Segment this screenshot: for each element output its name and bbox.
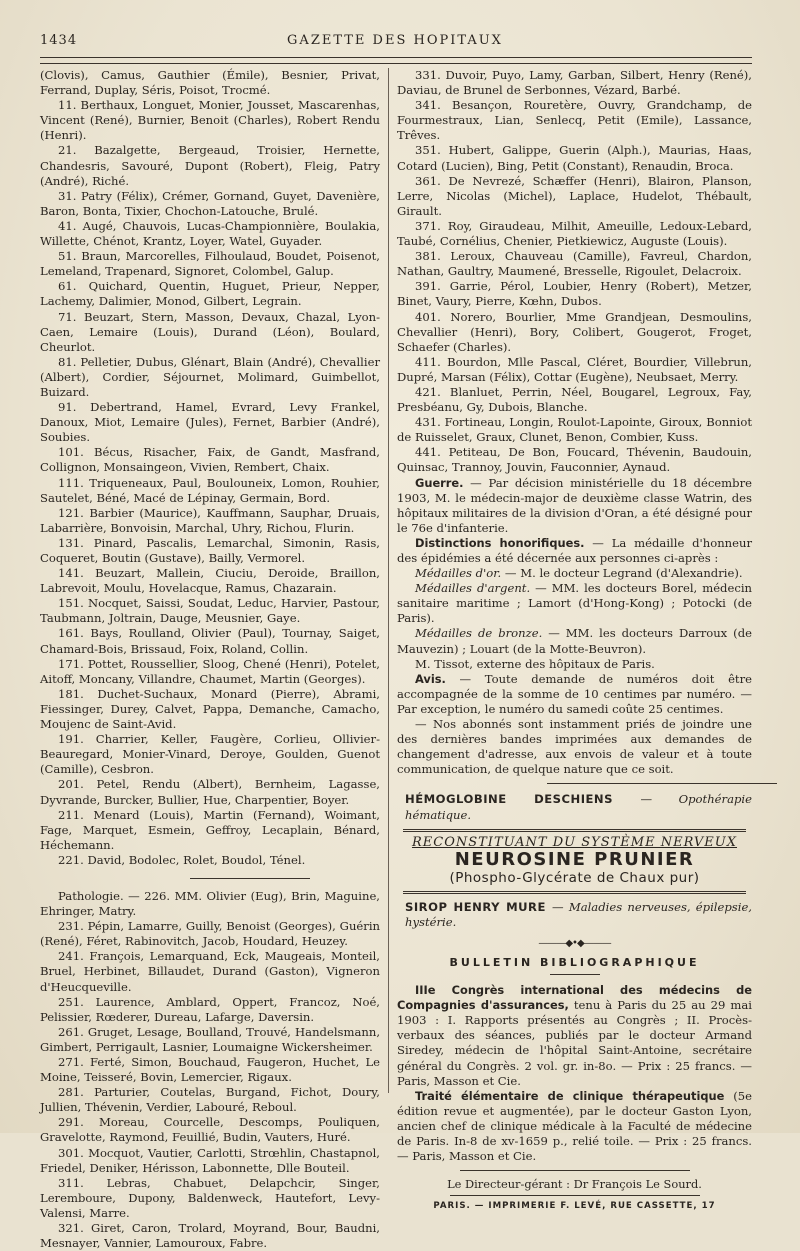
medal-or (397, 566, 752, 581)
sirop-label: SIROP HENRY MURE (405, 899, 546, 914)
name-list-entry: 21. Bazalgette, Bergeaud, Troisier, Hernette, Chandesris, Savouré, Dupont (Robert), Fleig, Patry (André), Riché. (40, 143, 380, 188)
director-signature: Le Directeur-gérant : Dr François Le Sourd. (447, 1177, 702, 1192)
signature-rule (460, 1170, 690, 1171)
guerre-text: — Par décision ministérielle du 18 décembre 1903, M. le médecin-major de deuxième classe Watrin, des hôpitaux militaires de la division d'Oran, a été désigné pour le 76e d'infanterie. (397, 475, 752, 535)
bibliography-entry-2 (397, 1089, 752, 1164)
name-list-entry: 221. David, Bodolec, Rolet, Boudol, Ténel. (58, 852, 306, 867)
bulletin-title: BULLETIN BIBLIOGRAPHIQUE (449, 955, 700, 969)
pathologie-entry: 241. François, Lemarquand, Eck, Maugeais, Monteil, Bruel, Herbinet, Billaudet, Durand (Gaston), Vigneron d'Heucqueville. (40, 949, 380, 994)
name-list-entry: 41. Augé, Chauvois, Lucas-Championnière, Boulakia, Willette, Chénot, Krantz, Loyer, Watel, Guyader. (40, 218, 380, 249)
page-header (40, 33, 750, 53)
name-list-entry: 351. Hubert, Galippe, Guerin (Alph.), Maurias, Haas, Cotard (Lucien), Bing, Petit (Constant), Renaudin, Broca. (397, 143, 752, 173)
name-list-entry: (Clovis), Camus, Gauthier (Émile), Besnier, Privat, Ferrand, Duplay, Séris, Poisot, Trocmé. (40, 68, 380, 98)
pathologie-entry: 291. Moreau, Courcelle, Descomps, Pouliquen, Gravelotte, Raymond, Feuillié, Budin, Vauters, Huré. (40, 1115, 380, 1145)
name-list-entry: 181. Duchet-Suchaux, Monard (Pierre), Abrami, Fiessinger, Durey, Calvet, Pappa, Demanche, Camacho, Moujenc de Saint-Avid. (40, 686, 380, 732)
name-list-entry: 421. Blanluet, Perrin, Néel, Bougarel, Legroux, Fay, Presbéanu, Gy, Dubois, Blanche. (397, 384, 752, 415)
name-list-entry: 411. Bourdon, Mlle Pascal, Cléret, Bourdier, Villebrun, Dupré, Marsan (Félix), Cottar (Eugène), Neubsaet, Merry. (397, 354, 752, 384)
distinctions-label: Distinctions honorifiques. (415, 535, 585, 550)
pathologie-entry: 311. Lebras, Chabuet, Delapchcir, Singer, Leremboure, Dupony, Baldenweck, Hautefort, Levy-Valensi, Marre. (40, 1175, 380, 1220)
medal-bronze (397, 626, 752, 656)
section-rule (190, 878, 310, 879)
sirop-ad (405, 900, 752, 930)
pathologie-entry: 261. Gruget, Lesage, Boulland, Trouvé, Handelsmann, Gimbert, Perrigault, Lasnier, Loumaigne Wickersheimer. (40, 1024, 380, 1054)
name-list-entry: 71. Beuzart, Stern, Masson, Devaux, Chazal, Lyon-Caen, Lemaire (Louis), Durand (Léon), Boulard, Cheurlot. (40, 309, 380, 354)
bibliography-entry-1 (397, 983, 752, 1089)
hemoglobine-label: HÉMOGLOBINE DESCHIENS (405, 792, 613, 807)
name-list-entry: 391. Garrie, Pérol, Loubier, Henry (Robert), Metzer, Binet, Vaury, Pierre, Kœhn, Dubos. (397, 279, 752, 309)
name-list-entry: 431. Fortineau, Longin, Roulot-Lapointe, Giroux, Bonniot de Ruisselet, Graux, Clunet, Benon, Combier, Kuss. (397, 415, 752, 445)
name-list-entry: 91. Debertrand, Hamel, Evrard, Levy Frankel, Danoux, Miot, Lemaire (Jules), Fernet, Barbier (André), Soubies. (40, 400, 380, 445)
name-list-entry: 361. De Nevrezé, Schæffer (Henri), Blairon, Planson, Lerre, Nicolas (Michel), Laplace, Hudelot, Thébault, Girault. (397, 173, 752, 218)
bib2-text: (5e édition revue et augmentée), par le docteur Gaston Lyon, ancien chef de clinique médicale à la Faculté de médecine de Paris. In-8 de xv-1659 p., relié toile. — Prix : 25 francs. — Paris, Masson et Cie. (397, 1088, 753, 1164)
name-list-entry: 171. Pottet, Roussellier, Sloog, Chené (Henri), Potelet, Aitoff, Moncany, Villandre, Chaumet, Martin (Georges). (40, 656, 380, 686)
name-list-entry: 441. Petiteau, De Bon, Foucard, Thévenin, Baudouin, Quinsac, Trannoy, Jouvin, Fauconnier, Aynaud. (397, 445, 752, 475)
hemoglobine-ad (405, 792, 752, 822)
medal-or-text: — M. le docteur Legrand (d'Alexandrie). (504, 566, 743, 581)
name-list-entry: 211. Menard (Louis), Martin (Fernand), Woimant, Fage, Marquet, Esmein, Geffroy, Lecaplain, Bénard, Héchemann. (40, 807, 380, 852)
medal-or-label: Médailles d'or. (415, 566, 502, 581)
column-divider (388, 68, 389, 1093)
bib1-text: tenu à Paris du 25 au 29 mai 1903 : I. Rapports présentés au Congrès ; II. Procès-verbaux des séances, publiés par le docteur Armand Siredey, médecin de l'hôpital Saint-Antoine, secrétaire général du Congrès. 2 vol. gr. in-8o. — Prix : 25 francs. — Paris, Masson et Cie. (397, 998, 752, 1088)
medal-argent-label: Médailles d'argent. (415, 581, 531, 596)
guerre-label: Guerre. (415, 475, 464, 490)
name-list-entry: 401. Norero, Bourlier, Mme Grandjean, Desmoulins, Chevallier (Henri), Bory, Colibert, Gougerot, Froget, Schaefer (Charles). (397, 309, 752, 354)
name-list-entry: 331. Duvoir, Puyo, Lamy, Garban, Silbert, Henry (René), Daviau, de Brunel de Serbonnes, Vézard, Barbé. (397, 68, 752, 98)
advert-line-2: NEUROSINE PRUNIER (454, 848, 695, 870)
name-list-entry: 161. Bays, Roulland, Olivier (Paul), Tournay, Saiget, Chamard-Bois, Brissaud, Foix, Roland, Collin. (40, 626, 380, 656)
avis-notice-2: — Nos abonnés sont instamment priés de joindre une des dernières bandes imprimées aux demandes de changement d'adresse, aux envois de valeur et à toute communication, de quelque nature que ce soit. (397, 717, 752, 777)
tissot-line: M. Tissot, externe des hôpitaux de Paris. (415, 656, 655, 671)
name-list-entry: 371. Roy, Giraudeau, Milhit, Ameuille, Ledoux-Lebard, Taubé, Cornélius, Chenier, Pietkiewicz, Auguste (Louis). (397, 218, 752, 249)
sirop-tail: — Maladies nerveuses, épilepsie, hystérie. (405, 899, 752, 929)
name-list-entry: 121. Barbier (Maurice), Kauffmann, Sauphar, Druais, Labarrière, Bonvoisin, Marchal, Uhry, Richou, Flurin. (40, 505, 380, 535)
pathologie-entry: 251. Laurence, Amblard, Oppert, Francoz, Noé, Pelissier, Rœderer, Dureau, Lafarge, Daversin. (40, 994, 380, 1024)
ornament-divider: ———◆•◆——— (538, 937, 611, 949)
name-list-entry: 341. Besançon, Rouretère, Ouvry, Grandchamp, de Fourmestraux, Lian, Senlecq, Petit (Emile), Lassance, Trêves. (397, 98, 752, 143)
pathologie-entry: 231. Pépin, Lamarre, Guilly, Benoist (Georges), Guérin (René), Féret, Rabinovitch, Jacob, Houdard, Heuzey. (40, 919, 380, 949)
avis-label: Avis. (415, 671, 446, 686)
page-number: 1434 (40, 33, 78, 48)
avis-notice (397, 672, 752, 717)
header-rule (40, 57, 752, 64)
name-list-entry: 201. Petel, Rendu (Albert), Bernheim, Lagasse, Dyvrande, Burcker, Bullier, Hue, Charpentier, Boyer. (40, 777, 380, 807)
distinctions-text: — La médaille d'honneur des épidémies a été décernée aux personnes ci-après : (397, 535, 752, 565)
left-column (40, 68, 380, 1251)
right-column (397, 68, 752, 1214)
pathologie-entry: Pathologie. — 226. MM. Olivier (Eug), Brin, Maguine, Ehringer, Matry. (40, 888, 380, 919)
title-underline (550, 974, 600, 975)
advert-line-3: (Phospho-Glycérate de Chaux pur) (449, 869, 700, 886)
medal-bronze-label: Médailles de bronze. (415, 626, 543, 641)
hemoglobine-tail: — Opothérapie hématique. (405, 792, 752, 822)
name-list-entry: 31. Patry (Félix), Crémer, Gornand, Guyet, Davenière, Baron, Bonta, Tixier, Chochon-Latouche, Brulé. (40, 188, 380, 218)
name-list-entry: 81. Pelletier, Dubus, Glénart, Blain (André), Chevallier (Albert), Cordier, Séjournet, Molimard, Guimbellot, Buizard. (40, 354, 380, 399)
name-list-entry: 131. Pinard, Pascalis, Lemarchal, Simonin, Rasis, Coqueret, Boutin (Gustave), Bailly, Vermorel. (40, 535, 380, 565)
avis-text: — Toute demande de numéros doit être accompagnée de la somme de 10 centimes par numéro. — Par exception, le numéro du samedi coûte 25 centimes. (397, 671, 752, 716)
bib1-label: IIIe Congrès international des médecins de Compagnies d'assurances, (397, 983, 752, 1013)
guerre-notice (397, 476, 752, 536)
medal-bronze-text: — MM. les docteurs Darroux (de Mauvezin) ; Louart (de la Motte-Beuvron). (397, 626, 752, 656)
neurosine-advert (403, 829, 746, 894)
distinctions-notice (397, 536, 752, 566)
name-list-entry: 111. Triqueneaux, Paul, Boulouneix, Lomon, Rouhier, Sautelet, Béné, Macé de Lépinay, Germain, Bord. (40, 475, 380, 505)
signature-underline (450, 1195, 700, 1196)
journal-title: GAZETTE DES HOPITAUX (287, 33, 503, 48)
name-list-entry: 141. Beuzart, Mallein, Ciuciu, Deroide, Braillon, Labrevoit, Moulu, Hovelacque, Ramus, Chazarain. (40, 566, 380, 596)
medal-argent (397, 581, 752, 626)
pathologie-entry: 321. Giret, Caron, Trolard, Moyrand, Bour, Baudni, Mesnayer, Vannier, Lamouroux, Fabre. (40, 1221, 380, 1251)
name-list-entry: 151. Nocquet, Saissi, Soudat, Leduc, Harvier, Pastour, Taubmann, Joltrain, Dauge, Meusnier, Gaye. (40, 596, 380, 626)
name-list-entry: 381. Leroux, Chauveau (Camille), Favreul, Chardon, Nathan, Gaultry, Maumené, Bresselle, Rigoulet, Delacroix. (397, 249, 752, 279)
name-list-entry: 51. Braun, Marcorelles, Filhoulaud, Boudet, Poisenot, Lemeland, Trapenard, Signoret, Colombel, Galup. (40, 249, 380, 279)
pathologie-entry: 281. Parturier, Coutelas, Burgand, Fichot, Doury, Jullien, Thévenin, Verdier, Labouré, Reboul. (40, 1085, 380, 1115)
name-list-entry: 191. Charrier, Keller, Faugère, Corlieu, Ollivier-Beauregard, Monier-Vinard, Deroye, Goulden, Guenot (Camille), Cesbron. (40, 732, 380, 777)
section-rule (547, 783, 777, 784)
name-list-entry: 11. Berthaux, Longuet, Monier, Jousset, Mascarenhas, Vincent (René), Burnier, Benoit (Charles), Robert Rendu (Henri). (40, 98, 380, 143)
name-list-entry: 101. Bécus, Risacher, Faix, de Gandt, Masfrand, Collignon, Monsaingeon, Vivien, Rembert, Chaix. (40, 445, 380, 475)
medal-argent-text: — MM. les docteurs Borel, médecin sanitaire maritime ; Lamort (d'Hong-Kong) ; Potocki (de Paris). (397, 581, 753, 626)
advert-line-1: RECONSTITUANT DU SYSTÈME NERVEUX (411, 834, 738, 850)
pathologie-entry: 271. Ferté, Simon, Bouchaud, Faugeron, Huchet, Le Moine, Teisseré, Bovin, Lemercier, Rigaux. (40, 1055, 380, 1085)
printer-imprint: PARIS. — IMPRIMERIE F. LEVÉ, RUE CASSETTE, 17 (433, 1201, 716, 1212)
bib2-label: Traité élémentaire de clinique thérapeutique (415, 1088, 725, 1103)
pathologie-entry: 301. Mocquot, Vautier, Carlotti, Strœhlin, Chastapnol, Friedel, Deniker, Hérisson, Labonnette, Dlle Bouteil. (40, 1145, 380, 1175)
name-list-entry: 61. Quichard, Quentin, Huguet, Prieur, Nepper, Lachemy, Dalimier, Monod, Gilbert, Legrain. (40, 279, 380, 309)
